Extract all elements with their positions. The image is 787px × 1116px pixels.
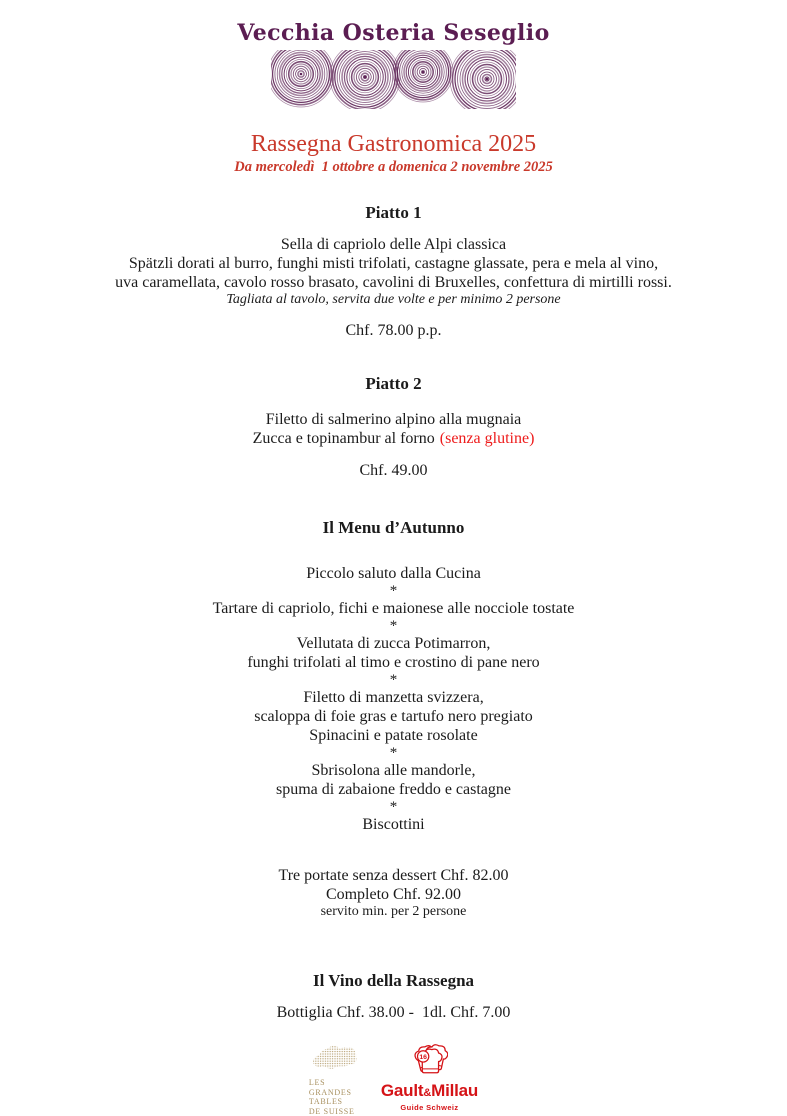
menu-courses bbox=[0, 564, 787, 834]
menu-course-line: scaloppa di foie gras e tartufo nero pregiato bbox=[254, 708, 533, 725]
menu-course-line: Filetto di manzetta svizzera, bbox=[303, 689, 484, 706]
course-separator: * bbox=[389, 618, 398, 634]
event-title: Rassegna Gastronomica 2025 bbox=[250, 131, 537, 157]
wine-price-line: Bottiglia Chf. 38.00 - 1dl. Chf. 7.00 bbox=[276, 1004, 511, 1021]
piatto1-serving-note: Tagliata al tavolo, servita due volte e per minimo 2 persone bbox=[226, 292, 561, 307]
wine-heading: Il Vino della Rassegna bbox=[312, 971, 475, 990]
footer-logos bbox=[0, 1041, 787, 1116]
piatto1-price: Chf. 78.00 p.p. bbox=[345, 322, 442, 339]
dish-line: uva caramellata, cavolo rosso brasato, cavolini di Bruxelles, confettura di mirtilli rossi. bbox=[115, 274, 672, 291]
piatto2-price: Chf. 49.00 bbox=[359, 462, 428, 479]
ampersand: & bbox=[423, 1087, 432, 1099]
restaurant-logo-title: Vecchia Osteria Seseglio bbox=[237, 20, 550, 46]
autumn-menu-heading: Il Menu d’Autunno bbox=[322, 518, 465, 537]
menu-course-line: Biscottini bbox=[362, 816, 425, 833]
course-separator: * bbox=[389, 583, 398, 599]
wood-rings-logo-icon bbox=[271, 50, 516, 109]
menu-course-line: Spinacini e patate rosolate bbox=[309, 727, 478, 744]
grandes-tables-logo bbox=[309, 1041, 363, 1116]
menu-course-line: Piccolo saluto dalla Cucina bbox=[306, 565, 481, 582]
menu-course-line: Tartare di capriolo, fichi e maionese alle nocciole tostate bbox=[212, 600, 575, 617]
gault-millau-wordmark: Gault&Millau bbox=[380, 1081, 479, 1100]
piatto2-heading: Piatto 2 bbox=[365, 374, 422, 393]
gault-millau-rating: 16 bbox=[418, 1053, 427, 1061]
menu-course-line: Vellutata di zucca Potimarron, bbox=[296, 635, 491, 652]
menu-price-note: servito min. per 2 persone bbox=[320, 904, 467, 919]
piatto1-description bbox=[0, 235, 787, 307]
menu-price-line: Completo Chf. 92.00 bbox=[325, 886, 462, 903]
gault-millau-logo bbox=[381, 1041, 478, 1112]
menu-prices bbox=[0, 866, 787, 920]
piatto2-description bbox=[0, 410, 787, 448]
menu-course-line: funghi trifolati al timo e crostino di pane nero bbox=[247, 654, 540, 671]
menu-course-line: spuma di zabaione freddo e castagne bbox=[275, 781, 511, 798]
course-separator: * bbox=[389, 672, 398, 688]
course-separator: * bbox=[389, 745, 398, 761]
menu-price-line: Tre portate senza dessert Chf. 82.00 bbox=[278, 867, 509, 884]
gluten-free-label: (senza glutine) bbox=[439, 430, 535, 447]
dish-line: Zucca e topinambur al forno (senza glutine) bbox=[252, 430, 535, 447]
dish-line: Spätzli dorati al burro, funghi misti trifolati, castagne glassate, pera e mela al vino, bbox=[128, 255, 659, 272]
course-separator: * bbox=[389, 799, 398, 815]
grandes-tables-wordmark: LES GRANDES TABLES DE SUISSE bbox=[308, 1078, 355, 1116]
piatto1-heading: Piatto 1 bbox=[365, 203, 422, 222]
switzerland-map-icon bbox=[310, 1041, 360, 1075]
menu-course-line: Sbrisolona alle mandorle, bbox=[311, 762, 476, 779]
event-dates: Da mercoledì 1 ottobre a domenica 2 novembre 2025 bbox=[234, 159, 553, 175]
dish-line: Filetto di salmerino alpino alla mugnaia bbox=[265, 411, 522, 428]
dish-line: Sella di capriolo delle Alpi classica bbox=[280, 236, 507, 253]
gault-millau-subtitle: Guide Schweiz bbox=[400, 1103, 459, 1112]
chef-toque-icon bbox=[412, 1041, 448, 1077]
